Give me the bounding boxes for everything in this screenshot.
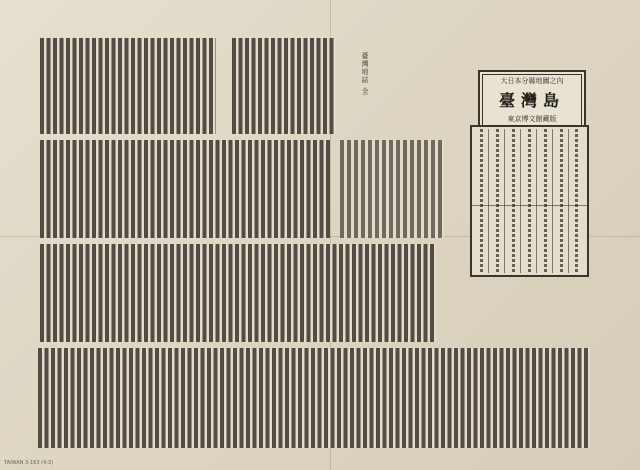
title-cartouche <box>478 70 586 130</box>
caption-sub: 全 <box>361 87 369 96</box>
index-column <box>522 129 537 273</box>
text-block-4 <box>340 140 444 238</box>
section-caption <box>360 52 369 95</box>
title-series: 大日本分縣地圖之內 <box>500 77 564 85</box>
index-column <box>474 129 489 273</box>
index-column <box>570 129 583 273</box>
text-block-2 <box>232 38 336 134</box>
text-block-3 <box>40 140 330 238</box>
archive-stamp: TAIWAN 3-163 (4:3) <box>4 460 54 466</box>
index-column <box>538 129 553 273</box>
text-block-1 <box>40 38 216 134</box>
index-table <box>470 125 589 277</box>
index-column <box>506 129 521 273</box>
caption-text: 臺灣地誌 <box>361 52 369 88</box>
index-column <box>490 129 505 273</box>
publisher: 東京博文館藏版 <box>507 115 557 123</box>
index-column <box>554 129 569 273</box>
text-block-6 <box>38 348 590 448</box>
map-title: 臺灣島 <box>498 91 565 110</box>
text-block-5 <box>40 244 436 342</box>
